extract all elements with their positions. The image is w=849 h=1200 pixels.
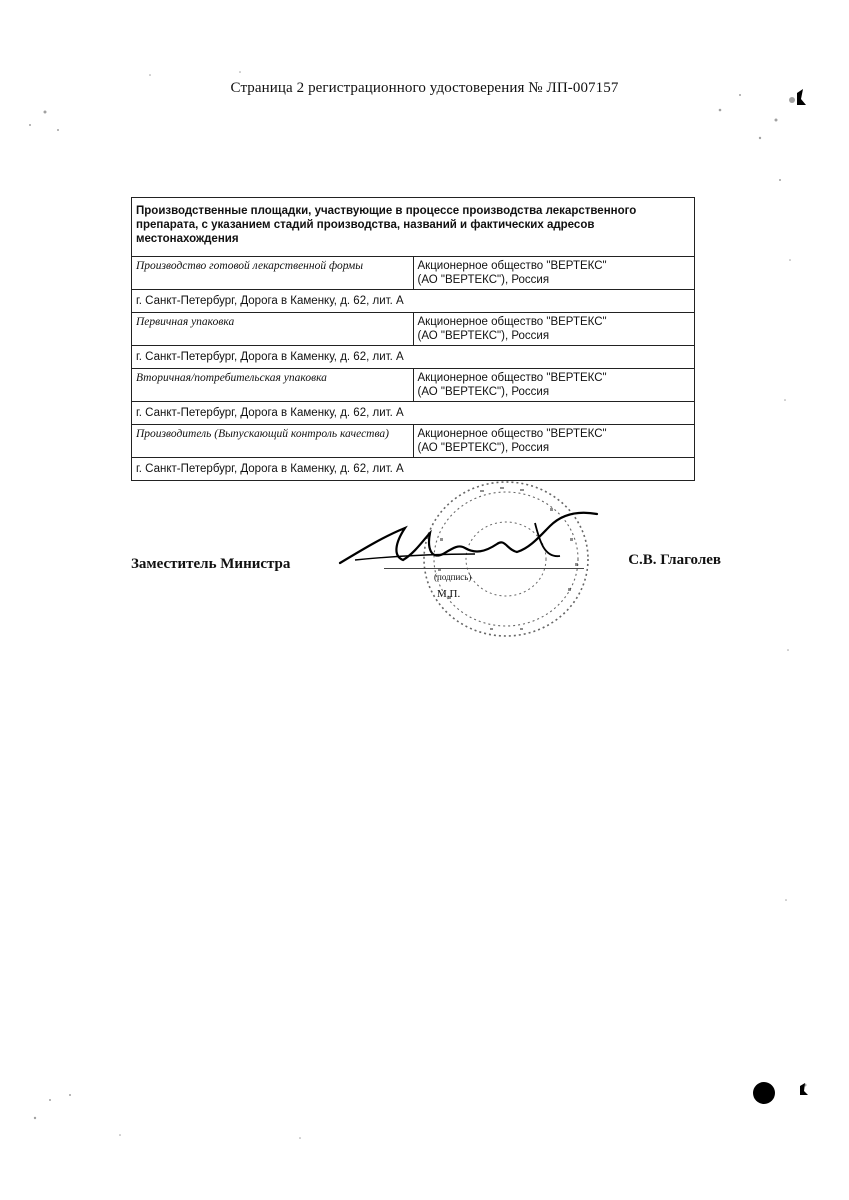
stage-cell: Производство готовой лекарственной формы: [132, 257, 414, 290]
company-line: Акционерное общество "ВЕРТЕКС": [417, 260, 607, 272]
corner-mark-icon: [800, 1083, 808, 1095]
stage-cell: Вторичная/потребительская упаковка: [132, 369, 414, 402]
address-cell: г. Санкт-Петербург, Дорога в Каменку, д. 62, лит. А: [132, 402, 695, 425]
company-line: Акционерное общество "ВЕРТЕКС": [417, 428, 607, 440]
table-row: [132, 290, 695, 313]
company-line: (АО "ВЕРТЕКС"), Россия: [417, 274, 550, 286]
company-line: (АО "ВЕРТЕКС"), Россия: [417, 442, 550, 454]
company-cell: [413, 313, 695, 346]
stage-cell: Первичная упаковка: [132, 313, 414, 346]
table-row: [132, 257, 695, 290]
company-line: (АО "ВЕРТЕКС"), Россия: [417, 386, 550, 398]
table-row: [132, 346, 695, 369]
production-sites-table: [131, 197, 695, 481]
table-row: [132, 402, 695, 425]
table-row: [132, 369, 695, 402]
company-cell: [413, 369, 695, 402]
signer-name: С.В. Глаголев: [628, 552, 721, 568]
signature-line: [384, 568, 584, 569]
table-row: [132, 425, 695, 458]
address-cell: г. Санкт-Петербург, Дорога в Каменку, д. 62, лит. А: [132, 290, 695, 313]
page-header: Страница 2 регистрационного удостоверения № ЛП-007157: [230, 80, 619, 96]
company-cell: [413, 425, 695, 458]
company-line: (АО "ВЕРТЕКС"), Россия: [417, 330, 550, 342]
signature-caption: (подпись): [434, 572, 472, 582]
table-row: [132, 313, 695, 346]
address-cell: г. Санкт-Петербург, Дорога в Каменку, д. 62, лит. А: [132, 346, 695, 369]
address-cell: г. Санкт-Петербург, Дорога в Каменку, д. 62, лит. А: [132, 458, 695, 481]
company-line: Акционерное общество "ВЕРТЕКС": [417, 372, 607, 384]
punch-hole-icon: [753, 1082, 775, 1104]
signer-role: Заместитель Министра: [131, 556, 291, 572]
company-cell: [413, 257, 695, 290]
company-line: Акционерное общество "ВЕРТЕКС": [417, 316, 607, 328]
table-heading: Производственные площадки, участвующие в процессе производства лекарственного препарата, с указанием стадий производства, названий и фактических адресов местонахождения: [132, 198, 695, 257]
stage-cell: Производитель (Выпускающий контроль качества): [132, 425, 414, 458]
table-row: [132, 458, 695, 481]
signature-block: [131, 548, 721, 648]
stamp-place-label: М.П.: [437, 588, 461, 600]
table-heading-row: [132, 198, 695, 257]
